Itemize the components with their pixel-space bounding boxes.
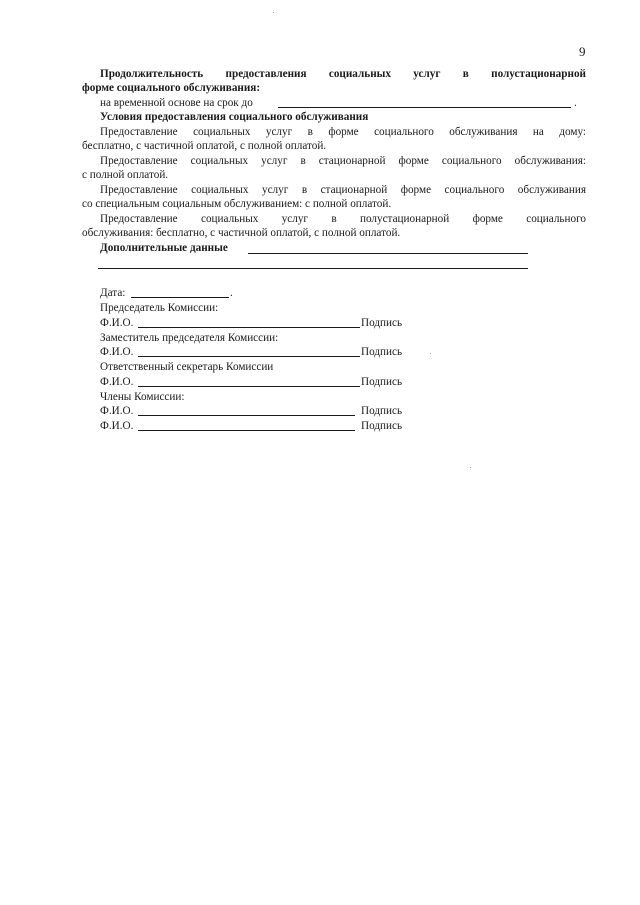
- members-label: Члены Комиссии:: [100, 391, 185, 403]
- secretary-label: Ответственный секретарь Комиссии: [100, 361, 274, 373]
- condition-home-line2: бесплатно, с частичной оплатой, с полной оплатой.: [82, 140, 327, 152]
- condition-semistationary-line1: Предоставление социальных услуг в полустационарной форме социального: [100, 213, 586, 225]
- deputy-sign-label: Подпись: [361, 346, 403, 358]
- secretary-sign-label: Подпись: [361, 376, 403, 388]
- condition-special-line2: со специальным социальным обслуживанием: с полной оплатой.: [82, 198, 392, 210]
- additional-data-field[interactable]: [248, 253, 528, 254]
- member2-sign-label: Подпись: [361, 420, 403, 432]
- scan-speck: [470, 467, 471, 468]
- member2-fio-field[interactable]: [138, 430, 355, 431]
- deputy-label: Заместитель председателя Комиссии:: [100, 332, 279, 344]
- secretary-fio-label: Ф.И.О.: [100, 376, 134, 388]
- duration-heading-line1: Продолжительность предоставления социальных услуг в полустационарной: [100, 68, 586, 80]
- chairman-sign-label: Подпись: [361, 317, 403, 329]
- chairman-fio-label: Ф.И.О.: [100, 317, 134, 329]
- deputy-fio-field[interactable]: [138, 356, 360, 357]
- chairman-fio-field[interactable]: [138, 327, 360, 328]
- condition-stationary-line2: с полной оплатой.: [82, 169, 169, 181]
- deputy-fio-label: Ф.И.О.: [100, 346, 134, 358]
- date-end: .: [230, 287, 233, 299]
- additional-data-label: Дополнительные данные: [100, 242, 228, 254]
- duration-heading-line2: форме социального обслуживания:: [82, 82, 261, 94]
- member1-fio-label: Ф.И.О.: [100, 405, 134, 417]
- date-label: Дата:: [100, 287, 126, 299]
- additional-data-field-line2[interactable]: [98, 268, 528, 269]
- date-field[interactable]: [131, 297, 229, 298]
- condition-home-line1: Предоставление социальных услуг в форме социального обслуживания на дому:: [100, 126, 586, 138]
- conditions-heading: Условия предоставления социального обслуживания: [100, 111, 369, 123]
- condition-stationary-line1: Предоставление социальных услуг в стационарной форме социального обслуживания:: [100, 155, 586, 167]
- page-number: 9: [579, 44, 586, 59]
- temporary-term-end: .: [574, 97, 577, 109]
- scan-speck: [430, 353, 431, 354]
- member1-sign-label: Подпись: [361, 405, 403, 417]
- scan-speck: [273, 12, 274, 13]
- member1-fio-field[interactable]: [138, 415, 355, 416]
- member2-fio-label: Ф.И.О.: [100, 420, 134, 432]
- temporary-term-field[interactable]: [278, 107, 571, 108]
- chairman-label: Председатель Комиссии:: [100, 302, 219, 314]
- condition-special-line1: Предоставление социальных услуг в стационарной форме социального обслуживания: [100, 184, 586, 196]
- condition-semistationary-line2: обслуживания: бесплатно, с частичной оплатой, с полной оплатой.: [82, 227, 401, 239]
- temporary-basis-label: на временной основе на срок до: [100, 97, 253, 109]
- secretary-fio-field[interactable]: [138, 386, 360, 387]
